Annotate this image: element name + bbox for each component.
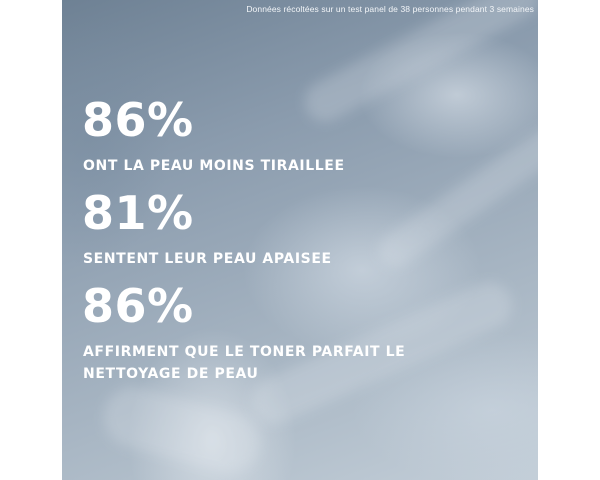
light-streak [97,380,267,479]
stat-label-3: AFFIRMENT QUE LE TONER PARFAIT LE NETTOYAGE DE PEAU [83,344,406,382]
background-image-panel [62,0,538,480]
stat-value-2: 81% [82,186,194,240]
stat-value-3: 86% [82,279,194,333]
stat-value-1: 86% [82,93,194,147]
stat-label-2: SENTENT LEUR PEAU APAISEE [83,251,332,267]
stat-label-1: ONT LA PEAU MOINS TIRAILLEE [83,158,345,174]
study-footnote: Données récoltées sur un test panel de 38 personnes pendant 3 semaines [246,4,534,14]
light-streak [298,0,538,129]
